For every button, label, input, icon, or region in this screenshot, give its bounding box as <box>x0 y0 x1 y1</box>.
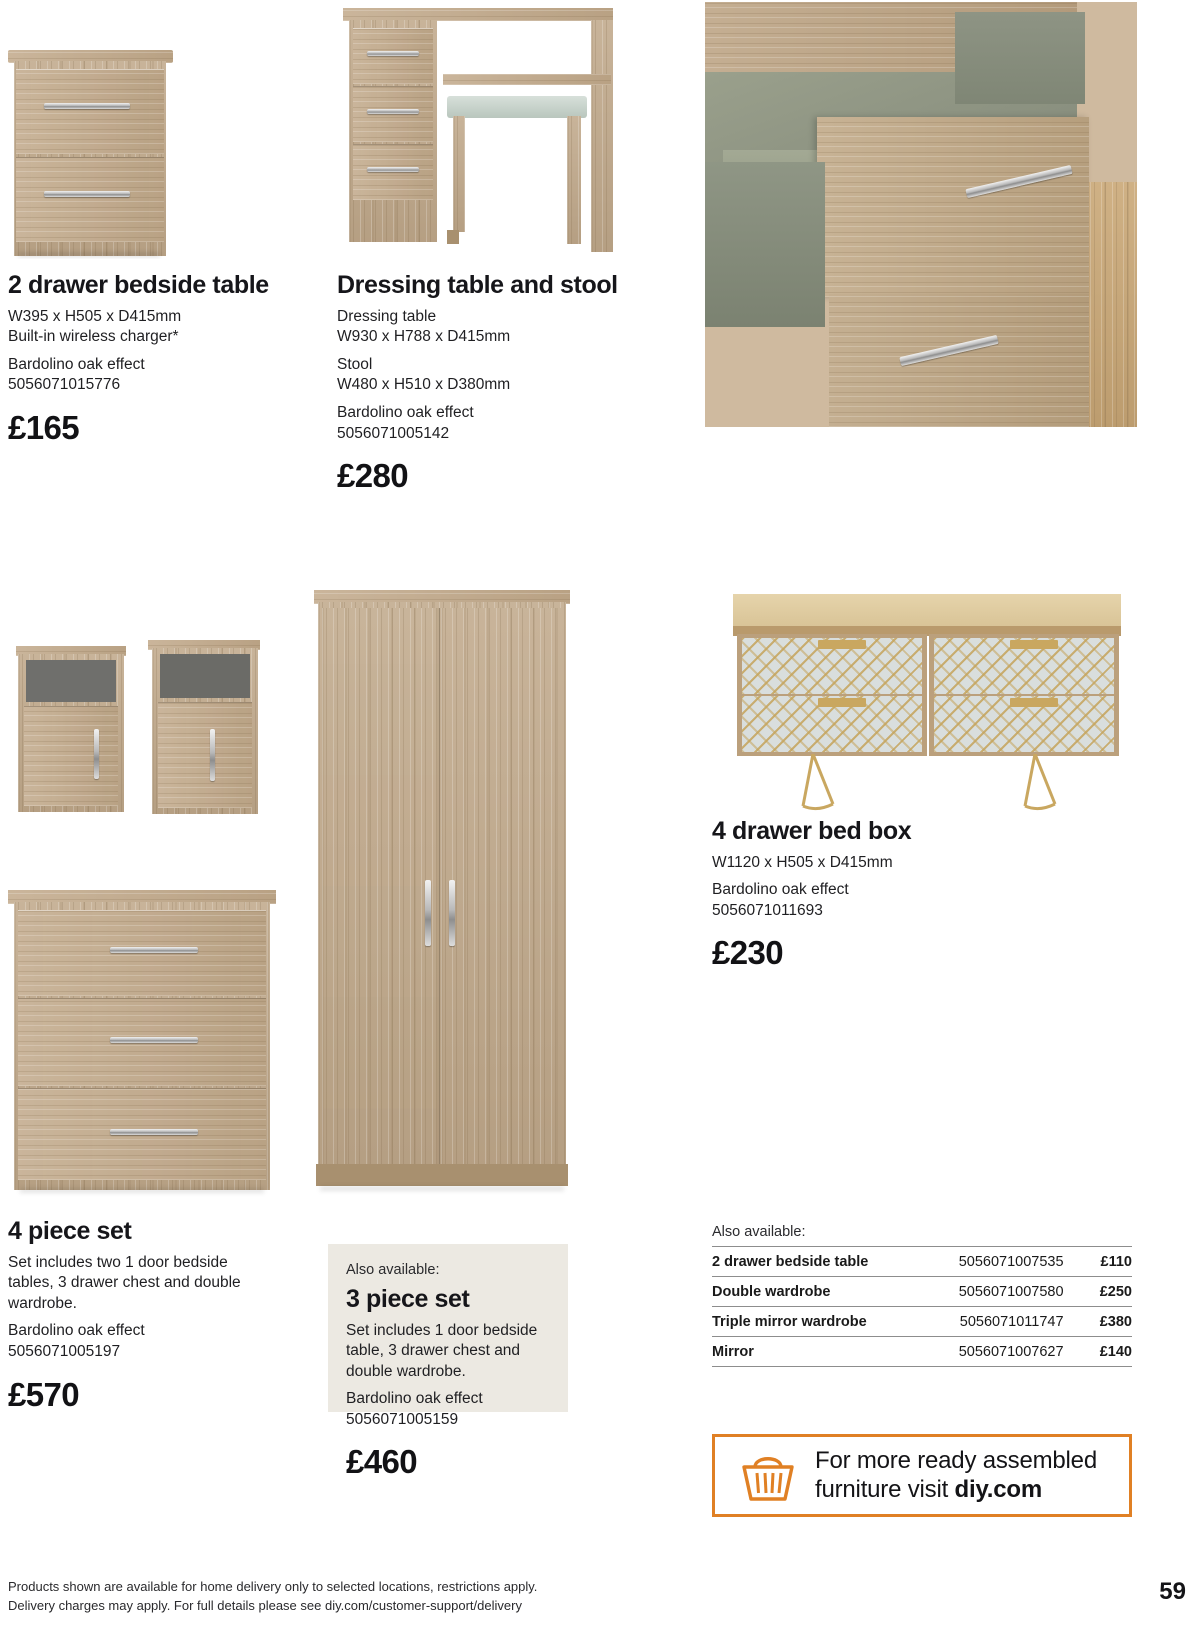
dressing-table-label: Dressing table <box>337 307 437 325</box>
table-row <box>712 1307 1132 1337</box>
stool-label: Stool <box>337 355 373 373</box>
product-description: Set includes 1 door bedside table, 3 drawer chest and double wardrobe. <box>346 1321 538 1380</box>
product-info-dressing-table-and-stool <box>337 272 637 495</box>
bedbox-drawer-4 <box>934 696 1114 752</box>
footer-disclaimer <box>8 1578 768 1616</box>
row-price: £380 <box>1090 1307 1132 1337</box>
product-image-2-drawer-bedside-table <box>8 14 173 259</box>
product-info-4-drawer-bed-box <box>712 818 1072 972</box>
drawer-handle-icon <box>965 165 1072 198</box>
drawer-handle-icon <box>367 109 419 114</box>
product-code: 5056071005159 <box>346 1410 459 1428</box>
product-image-4-drawer-bed-box <box>705 590 1135 812</box>
bedbox-hairpin-legs <box>705 754 1135 812</box>
row-code: 5056071011747 <box>918 1307 1090 1337</box>
drawer-handle-icon <box>1010 640 1058 649</box>
chest-shadow <box>20 1188 264 1193</box>
stool-seat <box>447 96 587 118</box>
also-available-label: Also available: <box>346 1262 440 1278</box>
row-code: 5056071007580 <box>918 1277 1090 1307</box>
bedbox-top-surface <box>733 594 1121 628</box>
row-price: £140 <box>1090 1337 1132 1367</box>
bedside-drawer-upper <box>16 69 164 154</box>
product-price: £230 <box>712 934 784 972</box>
drawer-handle-icon <box>818 640 866 649</box>
product-price: £570 <box>8 1375 80 1413</box>
also-available-table <box>712 1246 1132 1367</box>
product-image-double-wardrobe <box>310 590 572 1202</box>
product-feature: Built-in wireless charger* <box>8 328 179 346</box>
drawer-handle-icon <box>44 103 130 109</box>
stool-foot <box>447 230 459 244</box>
row-code: 5056071007627 <box>918 1337 1090 1367</box>
drawer-handle-icon <box>367 167 419 172</box>
drawer-handle-icon <box>110 1129 198 1135</box>
drawer-handle-icon <box>367 51 419 56</box>
drawer-handle-icon <box>110 1037 198 1043</box>
bedbox-drawer-1 <box>742 638 922 694</box>
footer-line-1: Products shown are available for home delivery only to selected locations, restrictions apply. <box>8 1579 538 1594</box>
wardrobe-door-left <box>322 608 440 1164</box>
row-code: 5056071007535 <box>918 1247 1090 1277</box>
bedbox-cabinet-right <box>929 634 1119 756</box>
product-image-dressing-table-and-stool <box>335 0 620 258</box>
product-finish: Bardolino oak effect <box>712 881 849 899</box>
product-code: 5056071005197 <box>8 1342 121 1360</box>
chest-drawer-2 <box>18 998 266 1086</box>
promo-line-1: For more ready assembled <box>815 1447 1097 1475</box>
closeup-lower-drawer-front <box>829 294 1089 427</box>
desk-drawer-1 <box>353 28 433 84</box>
product-finish: Bardolino oak effect <box>8 1322 145 1340</box>
row-price: £110 <box>1090 1247 1132 1277</box>
product-finish: Bardolino oak effect <box>337 403 474 421</box>
also-available-table-section <box>712 1224 1132 1367</box>
door-handle-icon <box>449 880 455 946</box>
table-row <box>712 1247 1132 1277</box>
promo-text <box>815 1447 1097 1504</box>
drawer-handle-icon <box>110 947 198 953</box>
bedbox-cabinet-left <box>737 634 927 756</box>
closeup-drawer-front <box>817 117 1089 297</box>
product-info-2-drawer-bedside-table <box>8 272 308 447</box>
promo-brand: diy.com <box>954 1475 1043 1503</box>
footer-line-2: Delivery charges may apply. For full details please see diy.com/customer-support/delivery <box>8 1597 522 1613</box>
desk-drawer-3 <box>353 144 433 200</box>
diy-com-promo-banner[interactable] <box>712 1434 1132 1517</box>
door-handle-icon <box>94 729 99 779</box>
bedside-shadow <box>18 252 160 257</box>
chest-drawer-3 <box>18 1088 266 1180</box>
product-image-drawer-closeup <box>705 2 1137 427</box>
stool-leg-right <box>567 116 581 244</box>
closeup-drawer-side <box>705 162 825 327</box>
product-code: 5056071005142 <box>337 424 450 442</box>
product-description: Set includes two 1 door bedside tables, 3 drawer chest and double wardrobe. <box>8 1253 241 1312</box>
also-available-3-piece-set-panel <box>328 1244 568 1480</box>
bedside-left-door <box>24 706 118 806</box>
product-title: 3 piece set <box>346 1285 470 1313</box>
drawer-handle-icon <box>818 698 866 707</box>
wardrobe-door-right <box>441 608 562 1164</box>
drawer-handle-icon <box>44 191 130 197</box>
also-available-label: Also available: <box>712 1224 806 1240</box>
table-row <box>712 1277 1132 1307</box>
wardrobe-shadow <box>320 1186 564 1191</box>
product-title: Dressing table and stool <box>337 271 618 299</box>
page-number: 59 <box>1159 1578 1186 1605</box>
bedbox-drawer-3 <box>934 638 1114 694</box>
row-name: Mirror <box>712 1337 918 1367</box>
drawer-handle-icon <box>899 335 998 366</box>
bedbox-drawer-2 <box>742 696 922 752</box>
bedside-drawer-lower <box>16 157 164 242</box>
product-title: 4 drawer bed box <box>712 817 912 845</box>
dressing-table-dimensions: W930 x H788 x D415mm <box>337 328 511 346</box>
row-price: £250 <box>1090 1277 1132 1307</box>
stool-dimensions: W480 x H510 x D380mm <box>337 376 511 394</box>
product-code: 5056071011693 <box>712 901 823 919</box>
bedside-right-open-shelf <box>160 654 250 698</box>
promo-line-2 <box>815 1476 1097 1504</box>
closeup-drawer-back-wall <box>955 12 1085 104</box>
product-dimensions: W1120 x H505 x D415mm <box>712 853 893 871</box>
product-price: £460 <box>346 1442 418 1480</box>
product-dimensions: W395 x H505 x D415mm <box>8 307 182 325</box>
door-handle-icon <box>425 880 431 946</box>
shopping-basket-icon <box>737 1447 799 1505</box>
promo-line-2-prefix: furniture visit <box>815 1475 955 1503</box>
stool-leg-left <box>453 116 465 232</box>
desk-rail <box>443 74 611 85</box>
product-price: £280 <box>337 457 409 495</box>
bedside-left-open-shelf <box>26 660 116 702</box>
row-name: Double wardrobe <box>712 1277 918 1307</box>
row-name: 2 drawer bedside table <box>712 1247 918 1277</box>
product-finish: Bardolino oak effect <box>346 1390 483 1408</box>
product-title: 2 drawer bedside table <box>8 271 269 299</box>
desk-side-panel <box>591 20 613 252</box>
desk-drawer-2 <box>353 86 433 142</box>
product-code: 5056071015776 <box>8 376 121 394</box>
wardrobe-plinth <box>316 1164 568 1186</box>
product-image-two-1door-bedside-tables <box>8 638 263 826</box>
product-finish: Bardolino oak effect <box>8 355 145 373</box>
product-image-3-drawer-chest <box>8 880 276 1202</box>
product-info-4-piece-set <box>8 1218 258 1414</box>
product-title: 4 piece set <box>8 1217 132 1245</box>
drawer-handle-icon <box>1010 698 1058 707</box>
table-row <box>712 1337 1132 1367</box>
product-price: £165 <box>8 408 80 446</box>
row-name: Triple mirror wardrobe <box>712 1307 918 1337</box>
door-handle-icon <box>210 729 215 781</box>
bedside-right-door <box>158 702 252 808</box>
chest-drawer-1 <box>18 910 266 996</box>
